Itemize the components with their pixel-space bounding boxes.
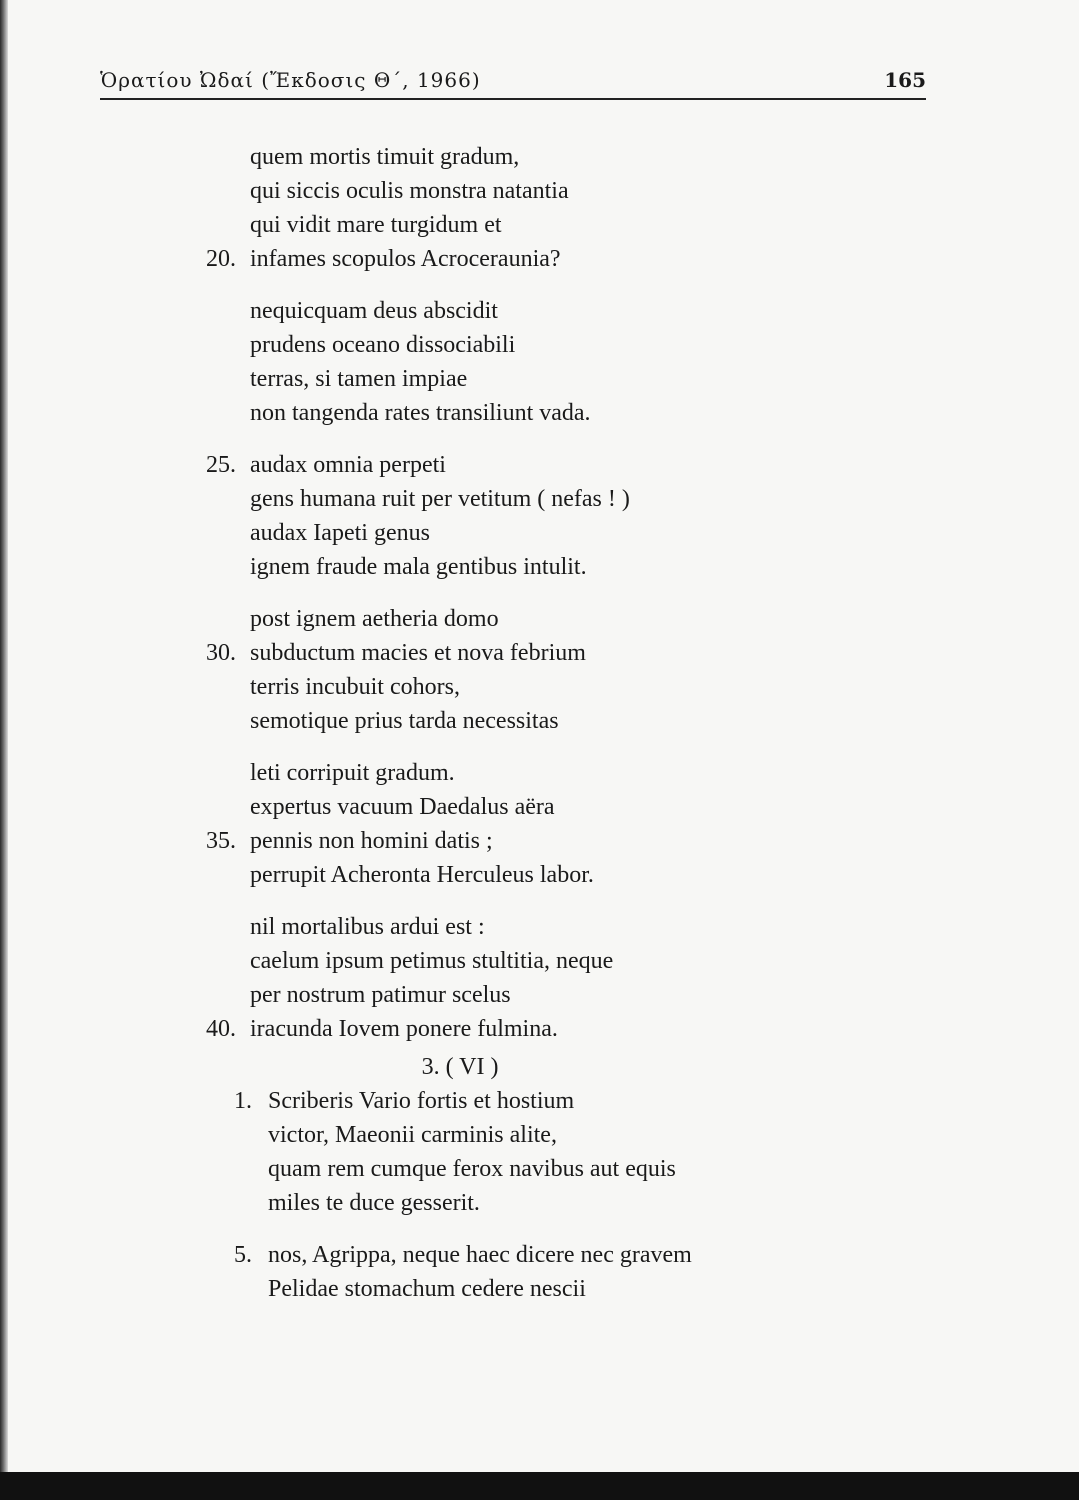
verse-line: [180, 602, 880, 636]
verse-line: [180, 1118, 880, 1152]
verse-line: [180, 636, 880, 670]
verse-text: audax omnia perpeti: [250, 452, 446, 478]
verse-text: gens humana ruit per vetitum ( nefas ! ): [250, 486, 630, 512]
verse-text: nos, Agrippa, neque haec dicere nec gravem: [268, 1242, 692, 1268]
verse-text: qui siccis oculis monstra natantia: [250, 178, 569, 204]
verse-line: [180, 396, 880, 430]
verse-line: [180, 944, 880, 978]
verse-text: leti corripuit gradum.: [250, 760, 455, 786]
verse-line: [180, 516, 880, 550]
verse-text: caelum ipsum petimus stultitia, neque: [250, 948, 614, 974]
verse-text: terris incubuit cohors,: [250, 674, 460, 700]
verse-line: [180, 910, 880, 944]
verse-text: perrupit Acheronta Herculeus labor.: [250, 862, 594, 888]
verse-text: prudens oceano dissociabili: [250, 332, 516, 358]
verse-text: Pelidae stomachum cedere nescii: [268, 1276, 586, 1302]
verse-text: per nostrum patimur scelus: [250, 982, 511, 1008]
verse-text: ignem fraude mala gentibus intulit.: [250, 554, 587, 580]
page-binding-shadow: [0, 0, 8, 1500]
verse-line: [180, 1186, 880, 1220]
verse-text: terras, si tamen impiae: [250, 366, 468, 392]
verse-line: [180, 1084, 880, 1118]
verse-line: [180, 294, 880, 328]
verse-text: Scriberis Vario fortis et hostium: [268, 1088, 575, 1114]
verse-line: [180, 550, 880, 584]
verse-line: [180, 482, 880, 516]
verse-line: [180, 704, 880, 738]
verse-line: [180, 824, 880, 858]
verse-text: expertus vacuum Daedalus aëra: [250, 794, 555, 820]
line-number: 40.: [206, 1016, 236, 1042]
verse-text: infames scopulos Acroceraunia?: [250, 246, 561, 272]
line-number: 1.: [234, 1088, 252, 1114]
poem-heading: 3. ( VI ): [421, 1054, 499, 1080]
verse-text: nequicquam deus abscidit: [250, 298, 498, 324]
line-number: 5.: [234, 1242, 252, 1268]
verse-line: [180, 328, 880, 362]
verse-text: audax Iapeti genus: [250, 520, 430, 546]
verse-text: subductum macies et nova febrium: [250, 640, 586, 666]
verse-line: [180, 174, 880, 208]
verse-text: post ignem aetheria domo: [250, 606, 499, 632]
header-rule: [100, 98, 926, 100]
verse-text: victor, Maeonii carminis alite,: [268, 1122, 557, 1148]
verse-line: [180, 448, 880, 482]
page-number: 165: [884, 68, 926, 92]
line-number: 20.: [206, 246, 236, 272]
verse-line: [180, 978, 880, 1012]
verse-text: non tangenda rates transiliunt vada.: [250, 400, 591, 426]
verse-line: [180, 362, 880, 396]
line-number: 30.: [206, 640, 236, 666]
verse-line: [180, 242, 880, 276]
verse-line: [180, 790, 880, 824]
verse-text: quam rem cumque ferox navibus aut equis: [268, 1156, 676, 1182]
verse-line: [180, 140, 880, 174]
verse-text: pennis non homini datis ;: [250, 828, 493, 854]
verse-line: [180, 1238, 880, 1272]
verse-line: [180, 1012, 880, 1046]
verse-text: nil mortalibus ardui est :: [250, 914, 485, 940]
verse-line: [180, 858, 880, 892]
verse-line: [180, 208, 880, 242]
line-number: 25.: [206, 452, 236, 478]
line-number: 35.: [206, 828, 236, 854]
scan-bottom-edge: [0, 1472, 1079, 1500]
verse-text: iracunda Iovem ponere fulmina.: [250, 1016, 558, 1042]
verse-line: [180, 1272, 880, 1306]
running-header: [100, 68, 926, 100]
verse-text: quem mortis timuit gradum,: [250, 144, 520, 170]
verse-text: qui vidit mare turgidum et: [250, 212, 502, 238]
verse-text: miles te duce gesserit.: [268, 1190, 480, 1216]
verse-line: [180, 756, 880, 790]
poem-text-block: [180, 140, 880, 1306]
verse-line: [180, 1152, 880, 1186]
verse-line: [180, 670, 880, 704]
verse-text: semotique prius tarda necessitas: [250, 708, 559, 734]
running-header-title: Ὁρατίου Ὠδαί (Ἔκδοσις Θ΄, 1966): [100, 68, 481, 92]
